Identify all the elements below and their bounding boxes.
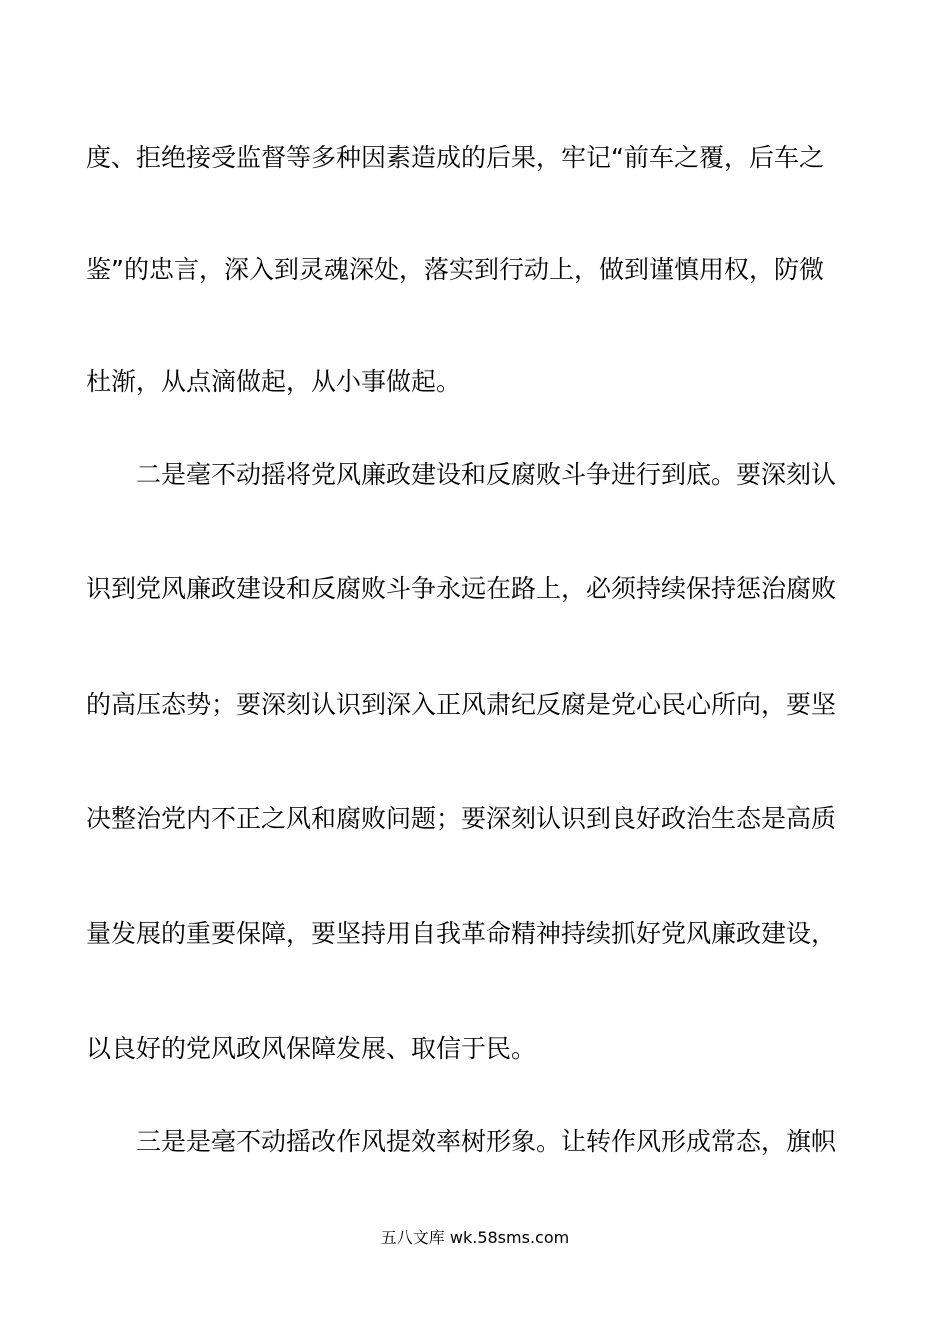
paragraph-line: 三是是毫不动摇改作风提效率树形象。让转作风形成常态，旗帜 <box>136 1127 837 1156</box>
paragraph-line: 的高压态势；要深刻认识到深入正风肃纪反腐是党心民心所向，要坚 <box>86 690 837 719</box>
paragraph-line: 二是毫不动摇将党风廉政建设和反腐败斗争进行到底。要深刻认 <box>136 460 837 489</box>
paragraph-line: 度、拒绝接受监督等多种因素造成的后果，牢记“前车之覆，后车之 <box>86 143 824 172</box>
paragraph-line: 鉴”的忠言，深入到灵魂深处，落实到行动上，做到谨慎用权，防微 <box>86 255 824 284</box>
paragraph-line: 杜渐，从点滴做起，从小事做起。 <box>86 367 462 396</box>
paragraph-line: 决整治党内不正之风和腐败问题；要深刻认识到良好政治生态是高质 <box>86 804 837 833</box>
footer-watermark: 五八文库 wk.58sms.com <box>380 1228 570 1247</box>
paragraph-line: 以良好的党风政风保障发展、取信于民。 <box>86 1034 537 1063</box>
paragraph-line: 识到党风廉政建设和反腐败斗争永远在路上，必须持续保持惩治腐败 <box>86 574 837 603</box>
paragraph-line: 量发展的重要保障，要坚持用自我革命精神持续抓好党风廉政建设， <box>86 919 837 948</box>
